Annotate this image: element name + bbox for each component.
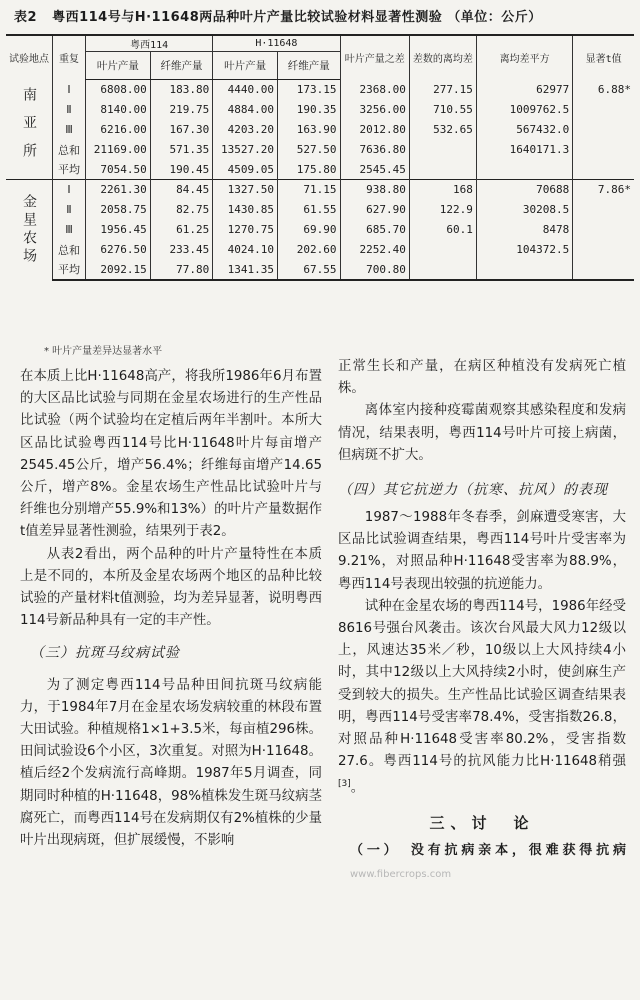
diff-cell: 7636.80 [340, 140, 409, 160]
dev-cell [409, 260, 476, 280]
rep-cell: Ⅱ [53, 200, 86, 220]
a-fiber-cell: 61.25 [150, 220, 213, 240]
last-line-text: （一） 没有抗病亲本，很难获得抗病 [350, 843, 626, 859]
header-group-b: H·11648 [213, 35, 340, 52]
diff-cell: 2012.80 [340, 120, 409, 140]
a-leaf-cell: 7054.50 [85, 160, 150, 180]
b-fiber-cell: 69.90 [278, 220, 341, 240]
b-fiber-cell: 71.15 [278, 180, 341, 200]
dev-cell: 122.9 [409, 200, 476, 220]
table-row [6, 220, 634, 240]
b-fiber-cell: 61.55 [278, 200, 341, 220]
a-leaf-cell: 2058.75 [85, 200, 150, 220]
t-cell: 6.88* [573, 80, 634, 100]
table-label: 表2 [14, 10, 38, 25]
site-name: 南亚所 [21, 87, 37, 172]
header-location: 试验地点 [6, 35, 53, 80]
a-fiber-cell: 82.75 [150, 200, 213, 220]
rep-cell: 平均 [53, 160, 86, 180]
paragraph: 在本质上比H·11648高产，将我所1986年6月布置的大区品比试验与同期在金星农场进行的生产性品比试验（两个试验均在定植后两年半割叶。本所大区品比试验粤西114号比H·11648叶片每亩增产2545.45公斤，增产56.4%；纤维每亩增产14.65公斤，增产8%。金星农场生产性品比试验叶片与纤维也分别增产55.9%和13%）的叶片产量数据作t值差异显著性测验，结果列于表2。 [20, 369, 322, 540]
table-row [6, 80, 634, 100]
dev-cell [409, 160, 476, 180]
a-leaf-cell: 6808.00 [85, 80, 150, 100]
diff-cell: 2545.45 [340, 160, 409, 180]
a-leaf-cell: 2092.15 [85, 260, 150, 280]
dev-cell: 168 [409, 180, 476, 200]
section-heading: （三）抗斑马纹病试验 [30, 645, 180, 662]
t-cell [573, 100, 634, 120]
paragraph: 正常生长和产量，在病区种植没有发病死亡植株。 [338, 359, 626, 397]
sq-cell [476, 160, 572, 180]
paragraph: 1987～1988年冬春季，剑麻遭受寒害，大区品比试验调查结果，粤西114号叶片受害率为9.21%，对照品种H·11648受害率为88.9%，粤西114号表现出较强的抗逆能力。 [338, 510, 626, 592]
a-fiber-cell: 571.35 [150, 140, 213, 160]
t-cell [573, 140, 634, 160]
b-leaf-cell: 13527.20 [213, 140, 278, 160]
rep-cell: 总和 [53, 240, 86, 260]
a-leaf-cell: 1956.45 [85, 220, 150, 240]
diff-cell: 2368.00 [340, 80, 409, 100]
b-leaf-cell: 4440.00 [213, 80, 278, 100]
rep-cell: Ⅰ [53, 80, 86, 100]
diff-cell: 700.80 [340, 260, 409, 280]
dev-cell [409, 140, 476, 160]
diff-cell: 685.70 [340, 220, 409, 240]
header-b-fiber: 纤维产量 [278, 52, 341, 80]
sq-cell: 30208.5 [476, 200, 572, 220]
diff-cell: 938.80 [340, 180, 409, 200]
b-fiber-cell: 202.60 [278, 240, 341, 260]
diff-cell: 3256.00 [340, 100, 409, 120]
sq-cell: 1009762.5 [476, 100, 572, 120]
table-title-text: 粤西114号与H·11648两品种叶片产量比较试验材料显著性测验 [52, 10, 443, 25]
header-sq-diff: 离均差平方 [476, 35, 572, 80]
rep-cell: 平均 [53, 260, 86, 280]
header-rep: 重复 [53, 35, 86, 80]
b-leaf-cell: 1430.85 [213, 200, 278, 220]
b-leaf-cell: 4024.10 [213, 240, 278, 260]
paragraph: 离体室内接种疫霉菌观察其感染程度和发病情况，结果表明，粤西114号叶片可接上病菌，但病斑不扩大。 [338, 403, 626, 463]
diff-cell: 2252.40 [340, 240, 409, 260]
table-row [6, 180, 634, 200]
t-cell: 7.86* [573, 180, 634, 200]
table-row [6, 240, 634, 260]
header-diff-mean: 差数的离均差 [409, 35, 476, 80]
rep-cell: Ⅰ [53, 180, 86, 200]
table-row [6, 160, 634, 180]
header-t-value: 显著t值 [573, 35, 634, 80]
reference-mark: [3] [338, 779, 351, 790]
a-fiber-cell: 77.80 [150, 260, 213, 280]
right-column [338, 356, 626, 886]
paragraph: 为了测定粤西114号品种田间抗斑马纹病能力，于1984年7月在金星农场发病较重的林段布置大田试验。种植规格1×1+3.5米，每亩植296株。田间试验设6个小区，3次重复。对照为H·11648。植后经2个发病流行高峰期。1987年5月调查，同期同时种植的H·11648，98%植株发生斑马纹病茎腐死亡，而粤西114号在发病期仅有2%植株的少量叶片出现病斑，但扩展缓慢，不影响 [20, 677, 322, 849]
a-leaf-cell: 8140.00 [85, 100, 150, 120]
header-b-leaf: 叶片产量 [213, 52, 278, 80]
a-fiber-cell: 183.80 [150, 80, 213, 100]
b-leaf-cell: 1327.50 [213, 180, 278, 200]
table-row [6, 260, 634, 280]
dev-cell: 710.55 [409, 100, 476, 120]
header-group-a: 粤西114 [85, 35, 212, 52]
diff-cell: 627.90 [340, 200, 409, 220]
a-fiber-cell: 219.75 [150, 100, 213, 120]
discussion-heading: 三、讨 论 [429, 814, 535, 833]
table-unit: （单位：公斤） [447, 10, 542, 25]
section-heading: （四）其它抗逆力（抗寒、抗风）的表现 [338, 482, 608, 499]
rep-cell: Ⅲ [53, 120, 86, 140]
paragraph [350, 840, 626, 885]
b-fiber-cell: 67.55 [278, 260, 341, 280]
table-row [6, 140, 634, 160]
sq-cell: 567432.0 [476, 120, 572, 140]
table-title [14, 6, 630, 36]
header-a-leaf: 叶片产量 [85, 52, 150, 80]
sq-cell: 70688 [476, 180, 572, 200]
paragraph: 从表2看出，两个品种的叶片产量特性在本质上是不同的，本所及金星农场两个地区的品种比较试验的产量材料t值测验，均为差异显著，说明粤西114号新品种具有一定的丰产性。 [20, 546, 322, 629]
paragraph [338, 596, 626, 800]
a-leaf-cell: 6216.00 [85, 120, 150, 140]
sq-cell: 104372.5 [476, 240, 572, 260]
sq-cell: 8478 [476, 220, 572, 240]
table-header-row-1 [6, 35, 634, 52]
header-leaf-diff: 叶片产量之差 [340, 35, 409, 80]
a-fiber-cell: 167.30 [150, 120, 213, 140]
b-leaf-cell: 4509.05 [213, 160, 278, 180]
dev-cell: 60.1 [409, 220, 476, 240]
b-leaf-cell: 1270.75 [213, 220, 278, 240]
t-cell [573, 200, 634, 220]
b-fiber-cell: 175.80 [278, 160, 341, 180]
rep-cell: Ⅲ [53, 220, 86, 240]
site-name: 金星农场 [6, 180, 53, 280]
paragraph-text: 试种在金星农场的粤西114号，1986年经受8616号强台风袭击。该次台风最大风力12级以上，风速达35米／秒，10级以上大风持续4小时，其中12级以上大风持续2小时，使剑麻生产受到较大的损失。生产性品比试验区调查结果表明，粤西114号受害率78.4%，受害指数26.8，对照品种H·11648受害率80.2%，受害指数27.6。粤西114号的抗风能力比H·11648稍强 [338, 598, 626, 770]
table-row [6, 120, 634, 140]
b-leaf-cell: 4884.00 [213, 100, 278, 120]
table-row [6, 200, 634, 220]
b-fiber-cell: 527.50 [278, 140, 341, 160]
t-cell [573, 160, 634, 180]
dev-cell [409, 240, 476, 260]
t-cell [573, 220, 634, 240]
a-fiber-cell: 190.45 [150, 160, 213, 180]
b-fiber-cell: 190.35 [278, 100, 341, 120]
watermark: www.fibercrops.com [350, 868, 452, 880]
b-leaf-cell: 4203.20 [213, 120, 278, 140]
a-fiber-cell: 233.45 [150, 240, 213, 260]
rep-cell: Ⅱ [53, 100, 86, 120]
a-leaf-cell: 21169.00 [85, 140, 150, 160]
left-column [20, 366, 322, 852]
a-leaf-cell: 2261.30 [85, 180, 150, 200]
rep-cell: 总和 [53, 140, 86, 160]
table-footnote: * 叶片产量差异达显著水平 [44, 346, 163, 357]
dev-cell: 532.65 [409, 120, 476, 140]
b-leaf-cell: 1341.35 [213, 260, 278, 280]
yield-comparison-table [6, 34, 634, 281]
sq-cell: 62977 [476, 80, 572, 100]
paragraph-end: 。 [350, 780, 365, 796]
dev-cell: 277.15 [409, 80, 476, 100]
b-fiber-cell: 163.90 [278, 120, 341, 140]
table-row [6, 100, 634, 120]
sq-cell [476, 260, 572, 280]
t-cell [573, 240, 634, 260]
sq-cell: 1640171.3 [476, 140, 572, 160]
a-fiber-cell: 84.45 [150, 180, 213, 200]
a-leaf-cell: 6276.50 [85, 240, 150, 260]
t-cell [573, 260, 634, 280]
t-cell [573, 120, 634, 140]
b-fiber-cell: 173.15 [278, 80, 341, 100]
header-a-fiber: 纤维产量 [150, 52, 213, 80]
